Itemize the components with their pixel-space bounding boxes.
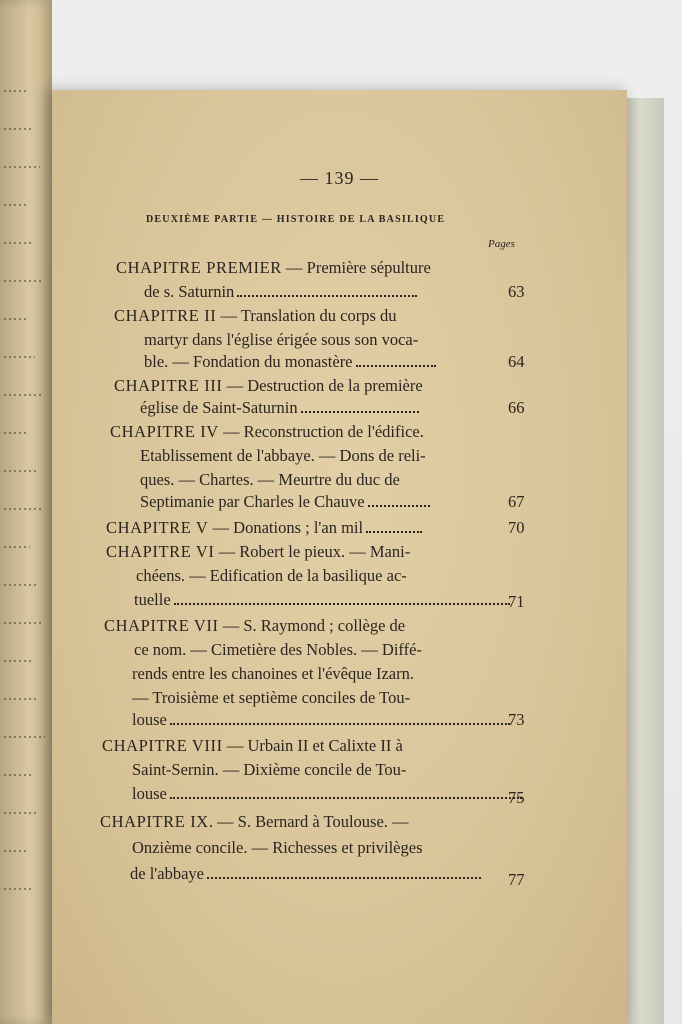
page-reference: 70 <box>508 518 525 537</box>
chapter-label: CHAPITRE V <box>106 518 209 537</box>
chapter-description: Etablissement de l'abbaye. — Dons de reli- <box>140 446 426 465</box>
chapter-description: — Première sépulture <box>281 258 431 277</box>
chapter-text-line <box>132 688 410 708</box>
chapter-text-line <box>136 566 407 586</box>
chapter-title-line <box>114 306 397 326</box>
chapter-description: — Urbain II et Calixte II à <box>222 736 403 755</box>
facing-page-text-fragment <box>4 508 43 510</box>
facing-page-text-fragment <box>4 660 31 662</box>
chapter-text-line <box>132 784 522 804</box>
chapter-text-line <box>144 352 436 372</box>
facing-page-text-fragment <box>4 90 26 92</box>
chapter-title-line <box>106 518 422 538</box>
chapter-title-line <box>116 258 431 278</box>
chapter-text-line <box>132 664 414 684</box>
facing-page-text-fragment <box>4 774 32 776</box>
chapter-description: Onzième concile. — Richesses et privilèges <box>132 838 423 857</box>
facing-page-text-fragment <box>4 280 41 282</box>
dot-leader <box>366 531 422 533</box>
chapter-description: rends entre les chanoines et l'évêque Izarn. <box>132 664 414 683</box>
chapter-description: ques. — Chartes. — Meurtre du duc de <box>140 470 400 489</box>
chapter-description: — Translation du corps du <box>216 306 397 325</box>
dot-leader <box>356 365 436 367</box>
book-page <box>52 90 627 1024</box>
chapter-description: — Reconstruction de l'édifice. <box>218 422 424 441</box>
dot-leader <box>207 877 481 879</box>
facing-page-text-fragment <box>4 128 33 130</box>
facing-page-text-fragment <box>4 204 27 206</box>
chapter-description: de s. Saturnin <box>144 282 235 301</box>
dot-leader <box>368 505 430 507</box>
chapter-label: CHAPITRE PREMIER <box>116 258 282 277</box>
pages-column-label: Pages <box>488 238 515 250</box>
chapter-text-line <box>140 492 430 512</box>
chapter-description: Saint-Sernin. — Dixième concile de Tou- <box>132 760 407 779</box>
dot-leader <box>237 295 417 297</box>
facing-page-text-fragment <box>4 736 45 738</box>
facing-page-text-fragment <box>4 166 40 168</box>
facing-page-text-fragment <box>4 850 26 852</box>
chapter-text-line <box>140 470 400 490</box>
page-reference: 67 <box>508 492 525 511</box>
page-reference: 63 <box>508 282 525 301</box>
chapter-text-line <box>134 590 510 610</box>
page-reference: 77 <box>508 870 525 889</box>
chapter-description: ce nom. — Cimetière des Nobles. — Diffé- <box>134 640 422 659</box>
facing-page-text-fragment <box>4 242 34 244</box>
chapter-title-line <box>102 736 403 756</box>
chapter-description: ble. — Fondation du monastère <box>144 352 353 371</box>
facing-page-text-fragment <box>4 622 44 624</box>
facing-page-text-fragment <box>4 318 28 320</box>
chapter-title-line <box>110 422 424 442</box>
chapter-text-line <box>144 330 418 350</box>
chapter-label: CHAPITRE IV <box>110 422 219 441</box>
chapter-description: louse <box>132 784 167 803</box>
chapter-description: Septimanie par Charles le Chauve <box>140 492 365 511</box>
dot-leader <box>301 411 419 413</box>
chapter-text-line <box>140 446 426 466</box>
facing-page-text-fragment <box>4 698 38 700</box>
chapter-description: — Robert le pieux. — Mani- <box>214 542 411 561</box>
chapter-text-line <box>132 760 406 780</box>
chapter-description: de l'abbaye <box>130 864 204 883</box>
dot-leader <box>174 603 510 605</box>
chapter-description: . — S. Bernard à Toulouse. — <box>208 812 409 831</box>
chapter-text-line <box>144 282 417 302</box>
chapter-title-line <box>104 616 405 636</box>
chapter-description: — Donations ; l'an mil <box>208 518 364 537</box>
page-number: — 139 — <box>300 168 379 188</box>
chapter-text-line <box>132 710 510 730</box>
chapter-text-line <box>130 864 481 884</box>
facing-page-text-fragment <box>4 394 42 396</box>
chapter-label: CHAPITRE VII <box>104 616 219 635</box>
facing-page-text-fragment <box>4 584 37 586</box>
chapter-label: CHAPITRE VIII <box>102 736 223 755</box>
facing-page <box>0 0 52 1024</box>
chapter-description: tuelle <box>134 590 171 609</box>
page-reference: 71 <box>508 592 525 611</box>
chapter-label: CHAPITRE VI <box>106 542 215 561</box>
dot-leader <box>170 723 510 725</box>
chapter-text-line <box>140 398 419 418</box>
chapter-description: martyr dans l'église érigée sous son voca- <box>144 330 419 349</box>
page-edges <box>622 98 664 1024</box>
chapter-label: CHAPITRE III <box>114 376 223 395</box>
chapter-label: CHAPITRE IX <box>100 812 209 831</box>
chapter-description: — S. Raymond ; collège de <box>218 616 406 635</box>
facing-page-text-fragment <box>4 470 36 472</box>
chapter-description: louse <box>132 710 167 729</box>
facing-page-text-fragment <box>4 356 35 358</box>
chapter-text-line <box>134 640 422 660</box>
table-of-contents <box>52 90 627 1024</box>
chapter-title-line <box>114 376 423 396</box>
facing-page-text-fragment <box>4 888 33 890</box>
chapter-description: — Destruction de la première <box>222 376 423 395</box>
chapter-description: église de Saint-Saturnin <box>140 398 298 417</box>
chapter-title-line <box>100 812 409 832</box>
facing-page-text-fragment <box>4 812 39 814</box>
facing-page-text-fragment <box>4 546 30 548</box>
facing-page-text-fragment <box>4 432 29 434</box>
chapter-description: chéens. — Edification de la basilique ac- <box>136 566 407 585</box>
chapter-description: — Troisième et septième conciles de Tou- <box>132 688 411 707</box>
page-reference: 75 <box>508 788 525 807</box>
page-reference: 73 <box>508 710 525 729</box>
dot-leader <box>170 797 522 799</box>
page-reference: 64 <box>508 352 525 371</box>
page-reference: 66 <box>508 398 525 417</box>
chapter-text-line <box>132 838 423 858</box>
chapter-title-line <box>106 542 410 562</box>
section-header: DEUXIÈME PARTIE — HISTOIRE DE LA BASILIQUE <box>146 214 446 225</box>
chapter-label: CHAPITRE II <box>114 306 217 325</box>
